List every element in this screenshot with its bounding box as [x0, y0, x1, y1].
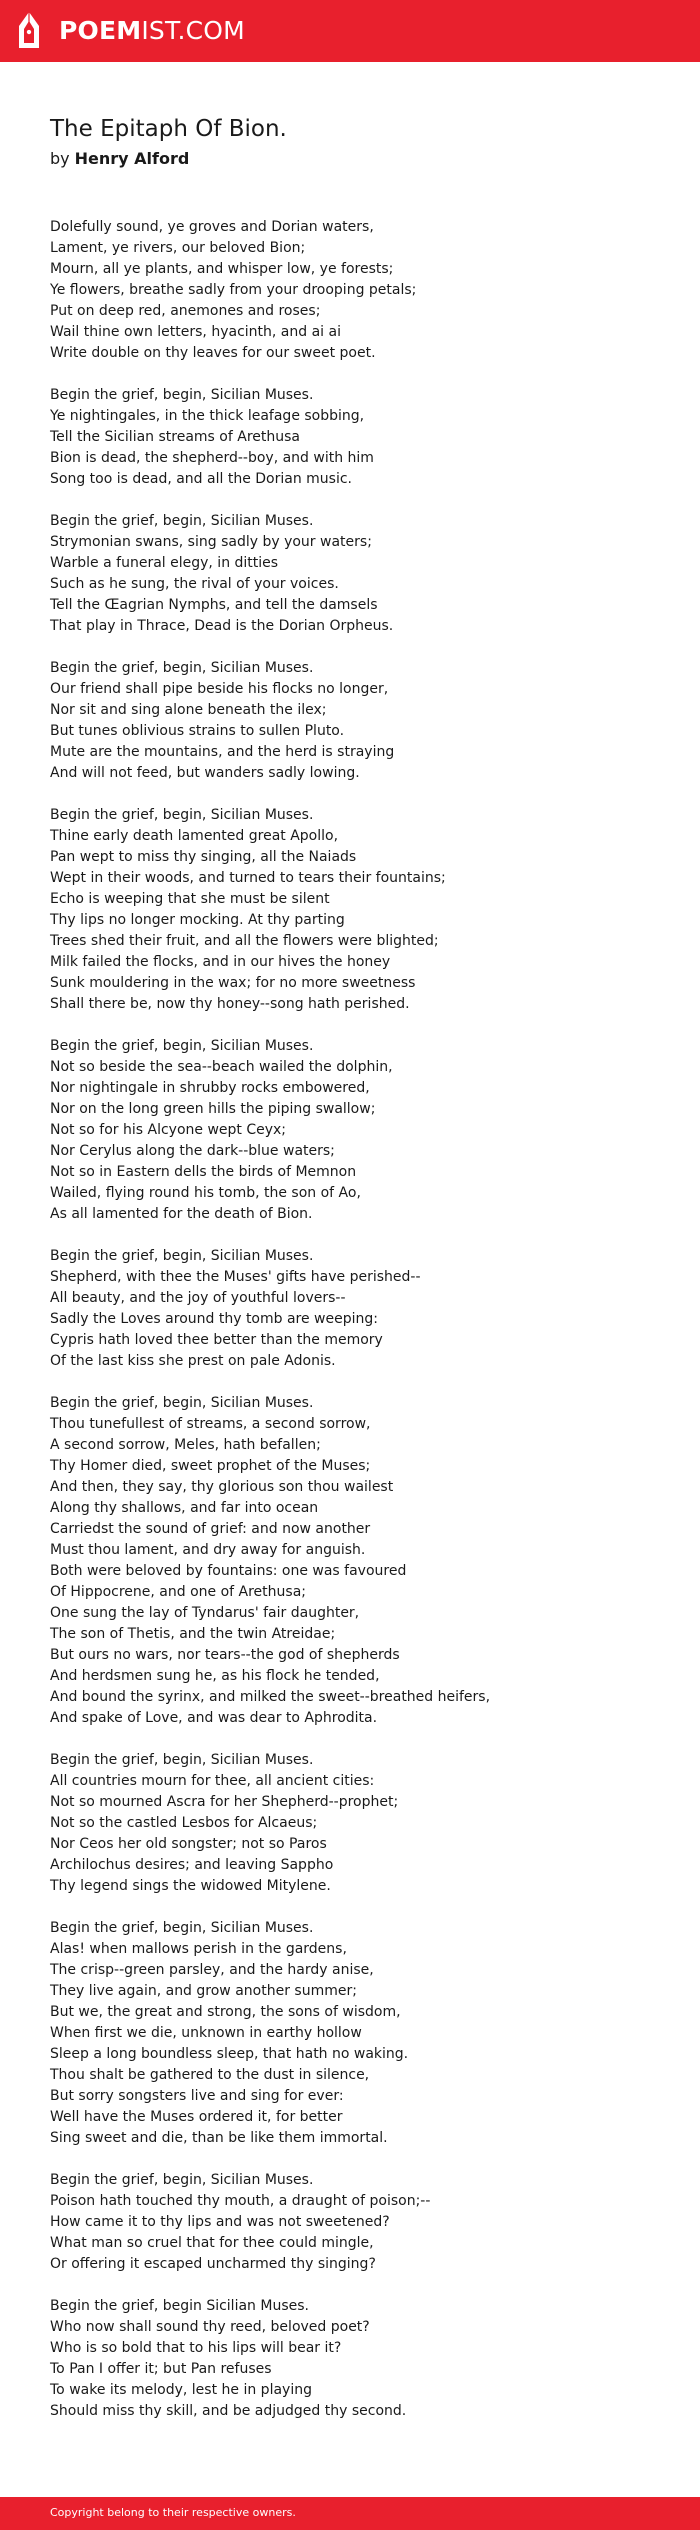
poem-line: Begin the grief, begin, Sicilian Muses. — [50, 1248, 314, 1264]
poem-line: When first we die, unknown in earthy hollow — [50, 2025, 362, 2041]
poem-line: Tell the Sicilian streams of Arethusa — [50, 429, 300, 445]
poem-line: And will not feed, but wanders sadly lowing. — [50, 765, 360, 781]
site-logo[interactable] — [59, 15, 245, 47]
poem-line: Nor on the long green hills the piping swallow; — [50, 1101, 376, 1117]
poem-line: And herdsmen sung he, as his flock he tended, — [50, 1668, 380, 1684]
poem-line: Not so mourned Ascra for her Shepherd--prophet; — [50, 1794, 399, 1810]
poem-line: Should miss thy skill, and be adjudged thy second. — [50, 2403, 407, 2419]
poem-line: Thy lips no longer mocking. At thy parting — [50, 912, 345, 928]
logo-light-text: IST.COM — [141, 16, 245, 45]
poem-line: Thou shalt be gathered to the dust in silence, — [50, 2067, 370, 2083]
poem-line: Who is so bold that to his lips will bear it? — [50, 2340, 342, 2356]
poem-line: Sing sweet and die, than be like them immortal. — [50, 2130, 388, 2146]
stanza — [50, 1246, 670, 1372]
poem-line: Shepherd, with thee the Muses' gifts have perished-- — [50, 1269, 421, 1285]
poem-line: The crisp--green parsley, and the hardy anise, — [50, 1962, 374, 1978]
poem-line: Ye nightingales, in the thick leafage sobbing, — [50, 408, 365, 424]
poem-line: Begin the grief, begin, Sicilian Muses. — [50, 660, 314, 676]
poem-line: Warble a funeral elegy, in ditties — [50, 555, 279, 571]
poem-line: Not so beside the sea--beach wailed the dolphin, — [50, 1059, 393, 1075]
stanza — [50, 1393, 670, 1729]
stanza — [50, 511, 670, 637]
poem-line: To wake its melody, lest he in playing — [50, 2382, 312, 2398]
poem-line: Nor sit and sing alone beneath the ilex; — [50, 702, 327, 718]
poem-line: Along thy shallows, and far into ocean — [50, 1500, 319, 1516]
poem-line: And bound the syrinx, and milked the sweet--breathed heifers, — [50, 1689, 491, 1705]
poem-line: Both were beloved by fountains: one was favoured — [50, 1563, 407, 1579]
stanza — [50, 385, 670, 490]
poem-line: Strymonian swans, sing sadly by your waters; — [50, 534, 372, 550]
poem-line: Thine early death lamented great Apollo, — [50, 828, 339, 844]
poem-byline — [50, 148, 189, 170]
poem-line: Not so in Eastern dells the birds of Memnon — [50, 1164, 357, 1180]
poem-body — [50, 217, 670, 2443]
poem-line: Thou tunefullest of streams, a second sorrow, — [50, 1416, 371, 1432]
poem-line: Mute are the mountains, and the herd is straying — [50, 744, 395, 760]
poem-line: Dolefully sound, ye groves and Dorian waters, — [50, 219, 374, 235]
poem-line: But sorry songsters live and sing for ever: — [50, 2088, 344, 2104]
poem-line: Begin the grief, begin, Sicilian Muses. — [50, 1038, 314, 1054]
poem-line: Not so for his Alcyone wept Ceyx; — [50, 1122, 287, 1138]
poem-line: Nor nightingale in shrubby rocks embowered, — [50, 1080, 370, 1096]
poem-line: Tell the Œagrian Nymphs, and tell the damsels — [50, 597, 378, 613]
poem-line: Bion is dead, the shepherd--boy, and with him — [50, 450, 374, 466]
by-label: by — [50, 149, 70, 168]
poem-line: Begin the grief, begin, Sicilian Muses. — [50, 1752, 314, 1768]
poem-line: Milk failed the flocks, and in our hives the honey — [50, 954, 391, 970]
poem-line: That play in Thrace, Dead is the Dorian Orpheus. — [50, 618, 394, 634]
logo-bold-text: POEM — [59, 16, 142, 45]
poem-line: But ours no wars, nor tears--the god of shepherds — [50, 1647, 400, 1663]
poem-line: Poison hath touched thy mouth, a draught of poison;-- — [50, 2193, 431, 2209]
poem-line: To Pan I offer it; but Pan refuses — [50, 2361, 272, 2377]
pen-nib-icon[interactable] — [18, 12, 40, 50]
poem-line: Begin the grief, begin, Sicilian Muses. — [50, 1395, 314, 1411]
poem-line: Carriedst the sound of grief: and now another — [50, 1521, 371, 1537]
stanza — [50, 2170, 670, 2275]
poem-line: Begin the grief, begin Sicilian Muses. — [50, 2298, 309, 2314]
stanza — [50, 1036, 670, 1225]
poem-line: Lament, ye rivers, our beloved Bion; — [50, 240, 306, 256]
stanza — [50, 217, 670, 364]
poem-line: Shall there be, now thy honey--song hath perished. — [50, 996, 410, 1012]
poem-line: Alas! when mallows perish in the gardens, — [50, 1941, 347, 1957]
poem-line: Begin the grief, begin, Sicilian Muses. — [50, 513, 314, 529]
poem-line: And spake of Love, and was dear to Aphrodita. — [50, 1710, 378, 1726]
poem-line: Of Hippocrene, and one of Arethusa; — [50, 1584, 306, 1600]
poem-line: Who now shall sound thy reed, beloved poet? — [50, 2319, 370, 2335]
poem-line: Sleep a long boundless sleep, that hath no waking. — [50, 2046, 409, 2062]
poem-line: As all lamented for the death of Bion. — [50, 1206, 313, 1222]
poem-line: But tunes oblivious strains to sullen Pluto. — [50, 723, 345, 739]
poem-title: The Epitaph Of Bion. — [50, 116, 287, 142]
poem-line: Not so the castled Lesbos for Alcaeus; — [50, 1815, 318, 1831]
poem-line: Begin the grief, begin, Sicilian Muses. — [50, 387, 314, 403]
poem-line: Archilochus desires; and leaving Sappho — [50, 1857, 334, 1873]
stanza — [50, 1750, 670, 1897]
poem-line: And then, they say, thy glorious son thou wailest — [50, 1479, 394, 1495]
site-header — [0, 0, 700, 62]
poem-line: Nor Ceos her old songster; not so Paros — [50, 1836, 327, 1852]
poem-line: Or offering it escaped uncharmed thy singing? — [50, 2256, 376, 2272]
poem-line: Pan wept to miss thy singing, all the Naiads — [50, 849, 357, 865]
poem-line: A second sorrow, Meles, hath befallen; — [50, 1437, 321, 1453]
poem-line: Of the last kiss she prest on pale Adonis. — [50, 1353, 336, 1369]
poem-line: Echo is weeping that she must be silent — [50, 891, 330, 907]
poem-line: What man so cruel that for thee could mingle, — [50, 2235, 374, 2251]
poem-line: Such as he sung, the rival of your voices. — [50, 576, 339, 592]
stanza — [50, 1918, 670, 2149]
poem-line: Cypris hath loved thee better than the memory — [50, 1332, 383, 1348]
poem-line: The son of Thetis, and the twin Atreidae; — [50, 1626, 336, 1642]
poem-line: Well have the Muses ordered it, for better — [50, 2109, 343, 2125]
poem-line: Wail thine own letters, hyacinth, and ai ai — [50, 324, 341, 340]
poem-line: But we, the great and strong, the sons of wisdom, — [50, 2004, 401, 2020]
poem-line: Ye flowers, breathe sadly from your drooping petals; — [50, 282, 417, 298]
poem-line: Wept in their woods, and turned to tears their fountains; — [50, 870, 446, 886]
stanza — [50, 2296, 670, 2422]
poem-line: Nor Cerylus along the dark--blue waters; — [50, 1143, 335, 1159]
poem-line: Must thou lament, and dry away for anguish. — [50, 1542, 366, 1558]
poem-line: Put on deep red, anemones and roses; — [50, 303, 321, 319]
poem-line: Wailed, flying round his tomb, the son of Ao, — [50, 1185, 361, 1201]
poem-line: They live again, and grow another summer; — [50, 1983, 357, 1999]
poem-line: Sunk mouldering in the wax; for no more sweetness — [50, 975, 416, 991]
poem-line: Sadly the Loves around thy tomb are weeping: — [50, 1311, 378, 1327]
poem-line: Trees shed their fruit, and all the flowers were blighted; — [50, 933, 439, 949]
author-link[interactable]: Henry Alford — [74, 149, 190, 168]
poem-line: Write double on thy leaves for our sweet poet. — [50, 345, 376, 361]
poem-line: Mourn, all ye plants, and whisper low, ye forests; — [50, 261, 394, 277]
poem-line: Begin the grief, begin, Sicilian Muses. — [50, 807, 314, 823]
poem-line: All beauty, and the joy of youthful lovers-- — [50, 1290, 346, 1306]
poem-line: Begin the grief, begin, Sicilian Muses. — [50, 2172, 314, 2188]
poem-line: Begin the grief, begin, Sicilian Muses. — [50, 1920, 314, 1936]
poem-line: Thy Homer died, sweet prophet of the Muses; — [50, 1458, 371, 1474]
poem-line: Song too is dead, and all the Dorian music. — [50, 471, 352, 487]
poem-line: Thy legend sings the widowed Mitylene. — [50, 1878, 331, 1894]
site-footer — [0, 2497, 700, 2530]
stanza — [50, 805, 670, 1015]
poem-line: All countries mourn for thee, all ancient cities: — [50, 1773, 375, 1789]
stanza — [50, 658, 670, 784]
poem-line: How came it to thy lips and was not sweetened? — [50, 2214, 390, 2230]
copyright-text: Copyright belong to their respective owners. — [50, 2506, 296, 2519]
poem-line: Our friend shall pipe beside his flocks no longer, — [50, 681, 389, 697]
poem-line: One sung the lay of Tyndarus' fair daughter, — [50, 1605, 360, 1621]
